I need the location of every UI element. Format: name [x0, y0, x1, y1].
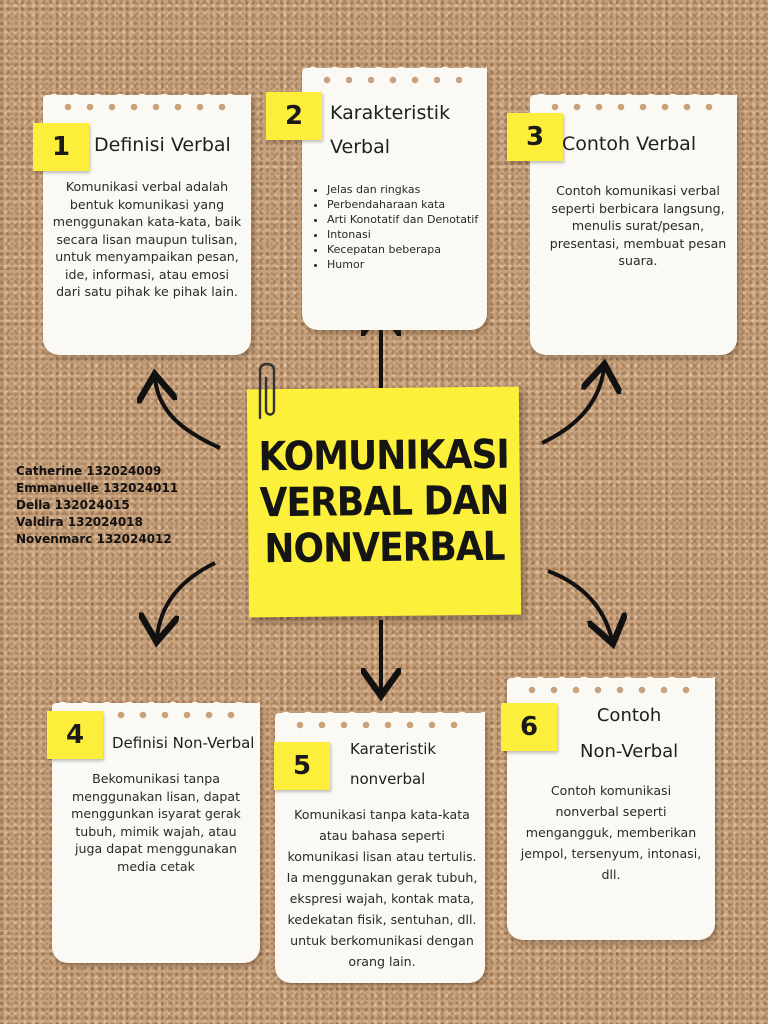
- arrow-to-card-1: [155, 378, 220, 448]
- card-6-title: Contoh Non-Verbal: [580, 705, 679, 762]
- card-2-bullet-list: [305, 182, 507, 272]
- paperclip-icon: [252, 358, 282, 428]
- card-2-title: Karakteristik Verbal: [330, 102, 451, 158]
- author-name: Della 132024015: [16, 498, 130, 512]
- binder-holes: [57, 103, 237, 111]
- card-3-body: Contoh komunikasi verbal seperti berbicara langsung, menulis surat/pesan, presentasi, membuat pesan suara.: [549, 183, 727, 268]
- bullet-item: • Jelas dan ringkas: [327, 182, 507, 197]
- binder-holes: [316, 76, 473, 84]
- binder-holes: [521, 686, 701, 694]
- binder-holes: [544, 103, 723, 111]
- card-1-title: Definisi Verbal: [94, 134, 231, 156]
- number-tag-5: 5: [274, 742, 330, 790]
- card-4-title: Definisi Non-Verbal: [112, 734, 255, 752]
- author-name: Catherine 132024009: [16, 464, 162, 478]
- author-name: Novenmarc 132024012: [16, 532, 172, 546]
- number-tag-1: 1: [33, 123, 89, 171]
- card-5-title: Karateristik nonverbal: [350, 740, 437, 788]
- bullet-item: • Humor: [327, 257, 507, 272]
- card-3-title: Contoh Verbal: [562, 133, 697, 155]
- bullet-item: • Kecepatan beberapa: [327, 242, 507, 257]
- bullet-item: • Intonasi: [327, 227, 507, 242]
- author-list: [16, 463, 178, 548]
- author-name: Valdira 132024018: [16, 515, 143, 529]
- card-1-body: Komunikasi verbal adalah bentuk komunikasi yang menggunakan kata-kata, baik secara lisan maupun tulisan, untuk menyampaikan pesan, ide, informasi, atau emosi dari satu pihak ke pihak lain.: [52, 179, 242, 299]
- number-tag-4: 4: [47, 711, 103, 759]
- number-tag-2: 2: [266, 92, 322, 140]
- arrow-to-card-4: [157, 563, 215, 638]
- bullet-item: • Arti Konotatif dan Denotatif: [327, 212, 507, 227]
- card-4-body: Bekomunikasi tanpa menggunakan lisan, dapat menggunkan isyarat gerak tubuh, mimik wajah, atau juga dapat menggunakan media cetak: [71, 771, 241, 874]
- author-name: Emmanuelle 132024011: [16, 481, 179, 495]
- central-sticky-note: [247, 387, 521, 618]
- number-tag-6: 6: [501, 703, 557, 751]
- card-5-body: Komunikasi tanpa kata-kata atau bahasa seperti komunikasi lisan atau tertulis. Ia menggunakan gerak tubuh, ekspresi wajah, kontak mata, kedekatan fisik, sentuhan, dll. untuk berkomunikasi dengan orang lain.: [286, 807, 478, 969]
- arrow-to-card-6: [548, 571, 612, 640]
- binder-holes: [289, 721, 471, 729]
- bullet-item: • Perbendaharaan kata: [327, 197, 507, 212]
- arrow-to-card-3: [542, 368, 604, 443]
- main-title: KOMUNIKASI VERBAL DAN NONVERBAL: [258, 431, 510, 573]
- card-6-body: Contoh komunikasi nonverbal seperti mengangguk, memberikan jempol, tersenyum, intonasi, dll.: [520, 783, 702, 882]
- number-tag-3: 3: [507, 113, 563, 161]
